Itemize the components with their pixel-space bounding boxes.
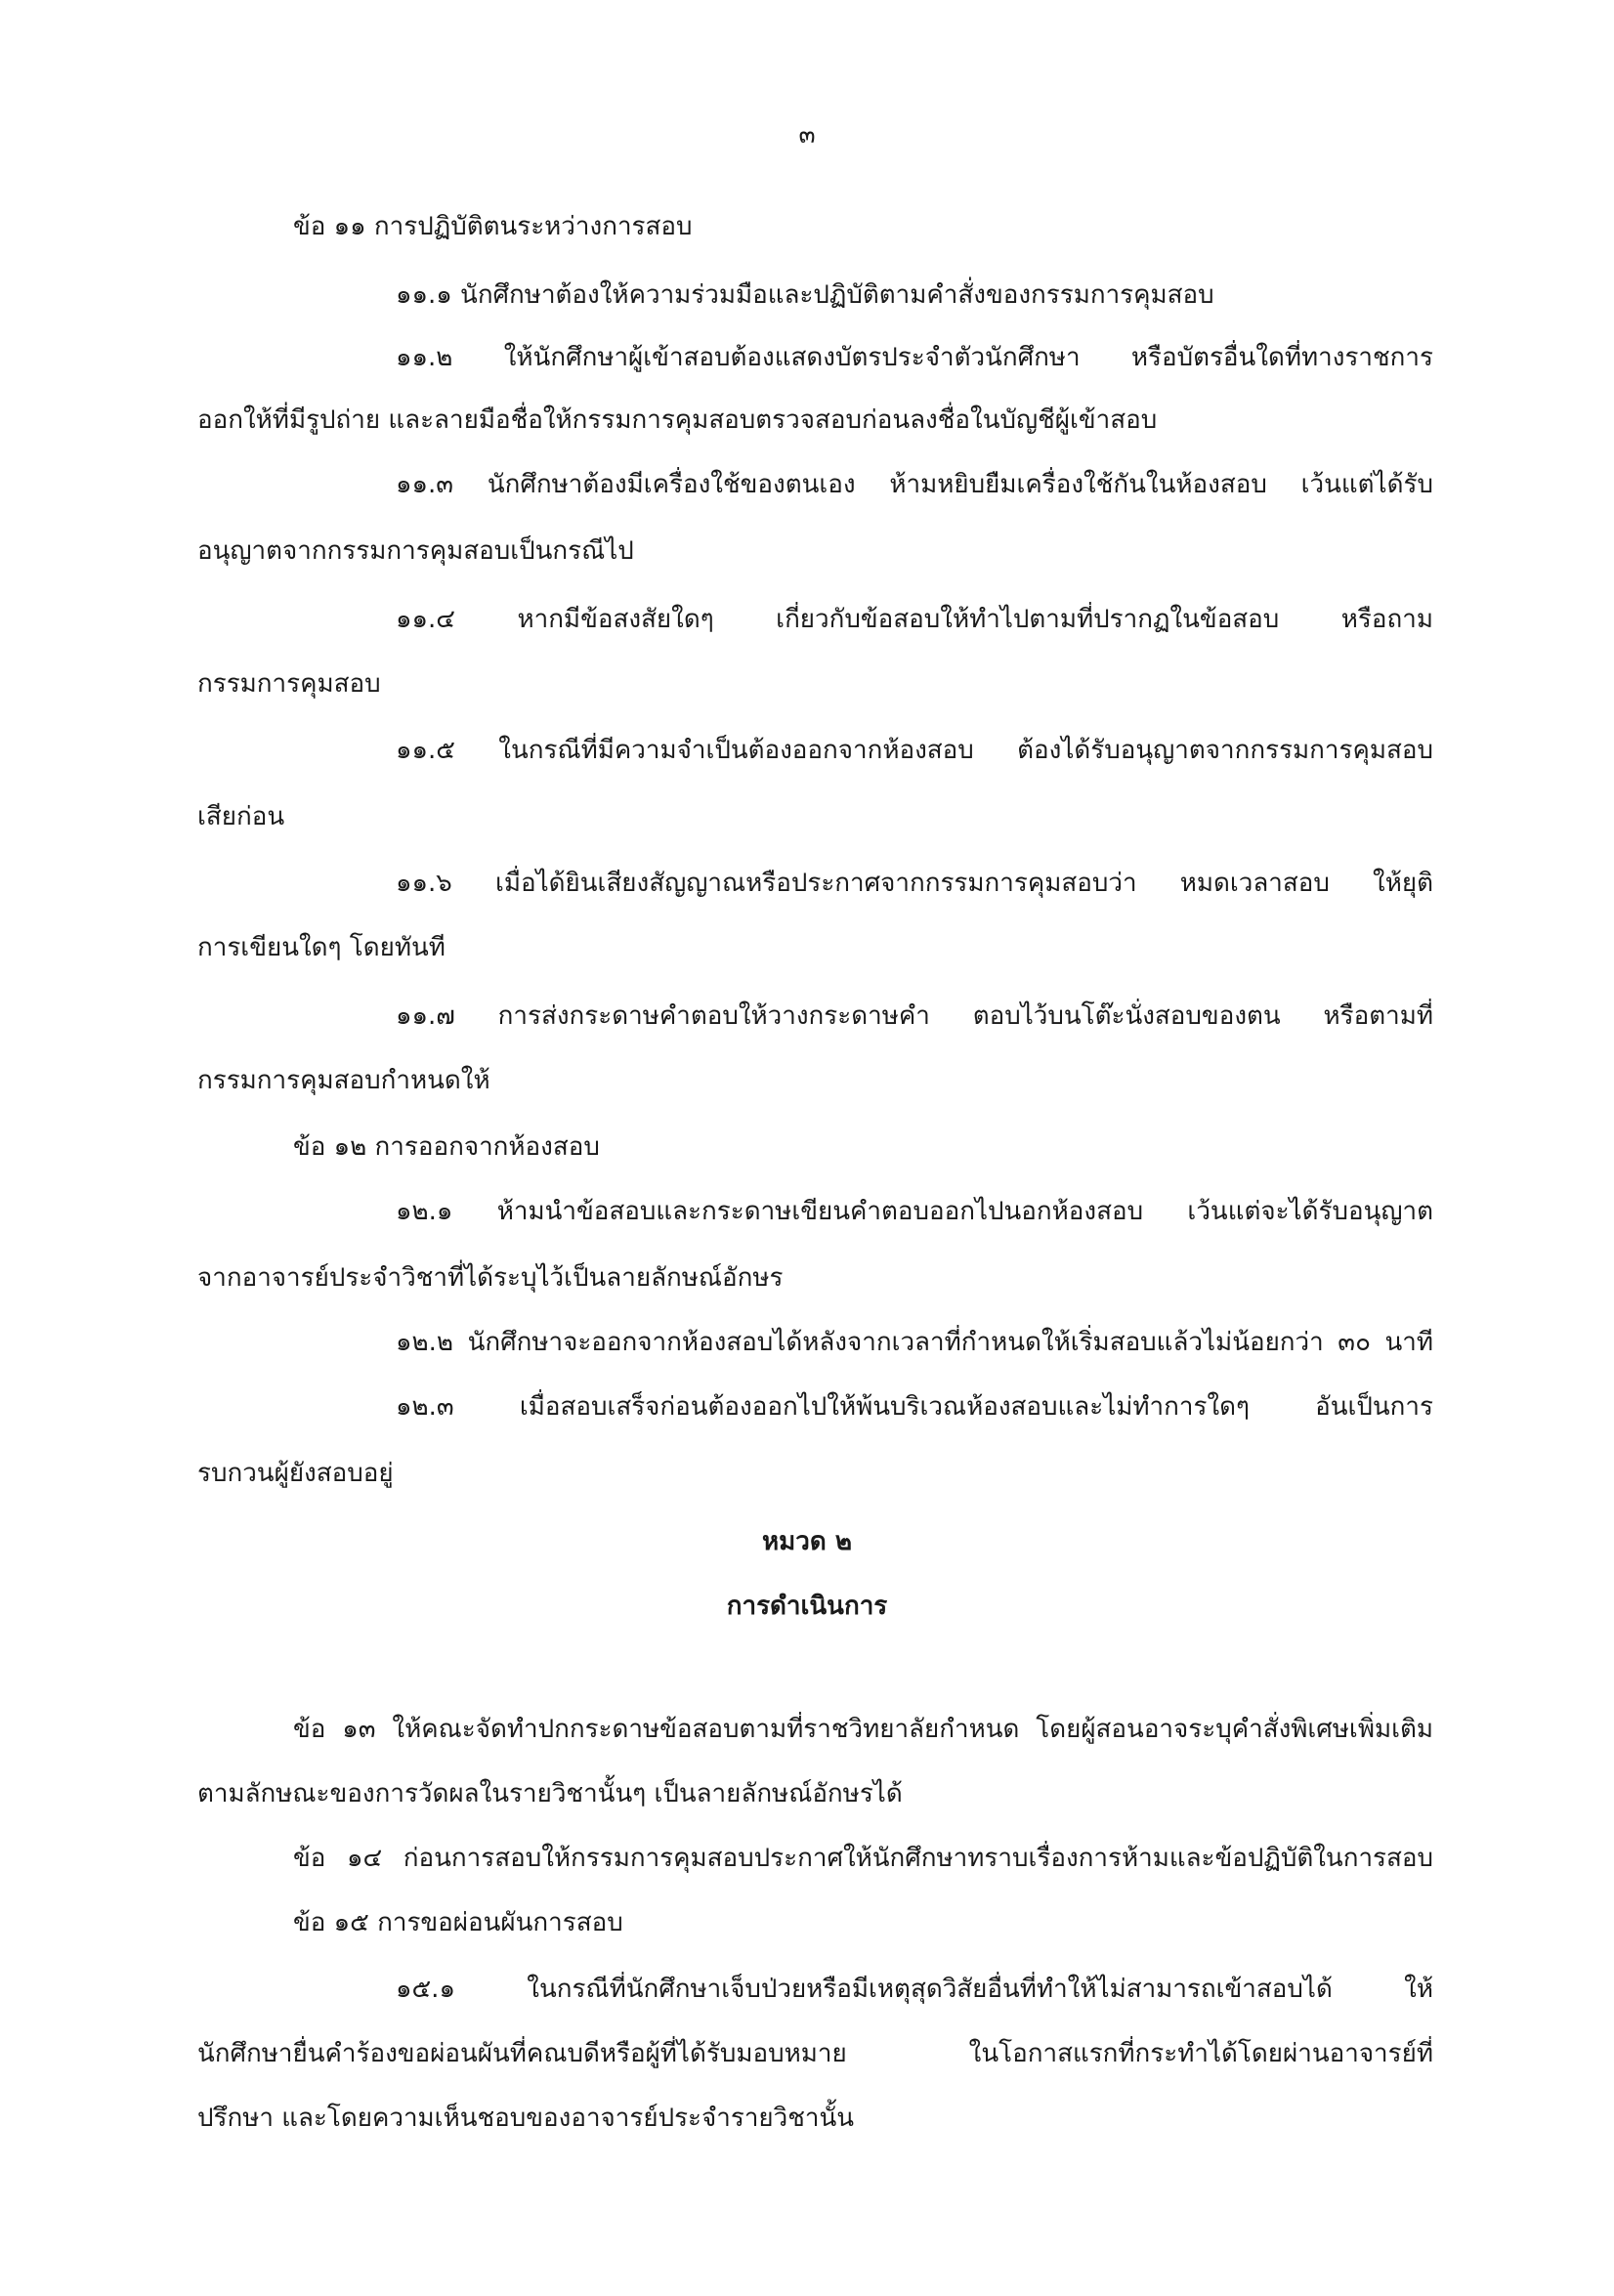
clause-11-6-line-1: ๑๑.๖ เมื่อได้ยินเสียงสัญญาณหรือประกาศจากกรรมการคุมสอบว่า หมดเวลาสอบ ให้ยุติ — [396, 869, 1433, 898]
clause-14: ข้อ ๑๔ ก่อนการสอบให้กรรมการคุมสอบประกาศให้นักศึกษาทราบเรื่องการห้ามและข้อปฏิบัติในการสอบ — [293, 1844, 1433, 1873]
clause-12-3-line-1: ๑๒.๓ เมื่อสอบเสร็จก่อนต้องออกไปให้พ้นบริเวณห้องสอบและไม่ทำการใดๆ อันเป็นการ — [396, 1392, 1433, 1422]
clause-11-7-line-2: กรรมการคุมสอบกำหนดให้ — [197, 1066, 490, 1095]
clause-15-1-line-2: นักศึกษายื่นคำร้องขอผ่อนผันที่คณบดีหรือผู้ที่ได้รับมอบหมาย ในโอกาสแรกที่กระทำได้โดยผ่านอาจารย์ที่ — [197, 2039, 1433, 2068]
chapter-subtitle: การดำเนินการ — [726, 1592, 888, 1621]
clause-15-heading: ข้อ ๑๕ การขอผ่อนผันการสอบ — [293, 1908, 623, 1937]
clause-11-4-line-2: กรรมการคุมสอบ — [197, 669, 381, 699]
clause-11-3-line-2: อนุญาตจากกรรมการคุมสอบเป็นกรณีไป — [197, 536, 634, 566]
clause-11-heading: ข้อ ๑๑ การปฏิบัติตนระหว่างการสอบ — [293, 212, 693, 241]
clause-11-2-line-1: ๑๑.๒ ให้นักศึกษาผู้เข้าสอบต้องแสดงบัตรประจำตัวนักศึกษา หรือบัตรอื่นใดที่ทางราชการ — [396, 343, 1433, 372]
clause-11-2-line-2: ออกให้ที่มีรูปถ่าย และลายมือชื่อให้กรรมการคุมสอบตรวจสอบก่อนลงชื่อในบัญชีผู้เข้าสอบ — [197, 405, 1158, 435]
clause-12-heading: ข้อ ๑๒ การออกจากห้องสอบ — [293, 1132, 600, 1162]
clause-15-1-line-1: ๑๕.๑ ในกรณีที่นักศึกษาเจ็บป่วยหรือมีเหตุสุดวิสัยอื่นที่ทำให้ไม่สามารถเข้าสอบได้ ให้ — [396, 1975, 1433, 2004]
chapter-title: หมวด ๒ — [762, 1527, 852, 1556]
clause-11-3-line-1: ๑๑.๓ นักศึกษาต้องมีเครื่องใช้ของตนเอง ห้ามหยิบยืมเครื่องใช้กันในห้องสอบ เว้นแต่ได้รับ — [396, 470, 1433, 499]
clause-12-3-line-2: รบกวนผู้ยังสอบอยู่ — [197, 1459, 394, 1488]
clause-12-1-line-1: ๑๒.๑ ห้ามนำข้อสอบและกระดาษเขียนคำตอบออกไปนอกห้องสอบ เว้นแต่จะได้รับอนุญาต — [396, 1197, 1433, 1226]
clause-11-5-line-1: ๑๑.๕ ในกรณีที่มีความจำเป็นต้องออกจากห้องสอบ ต้องได้รับอนุญาตจากกรรมการคุมสอบ — [396, 736, 1433, 765]
clause-13-line-2: ตามลักษณะของการวัดผลในรายวิชานั้นๆ เป็นลายลักษณ์อักษรได้ — [197, 1779, 903, 1808]
page-number: ๓ — [798, 120, 816, 149]
clause-11-7-line-1: ๑๑.๗ การส่งกระดาษคำตอบให้วางกระดาษคำ ตอบไว้บนโต๊ะนั่งสอบของตน หรือตามที่ — [396, 1001, 1433, 1031]
clause-12-2: ๑๒.๒ นักศึกษาจะออกจากห้องสอบได้หลังจากเวลาที่กำหนดให้เริ่มสอบแล้วไม่น้อยกว่า ๓๐ นาที — [396, 1328, 1433, 1357]
clause-12-1-line-2: จากอาจารย์ประจำวิชาที่ได้ระบุไว้เป็นลายลักษณ์อักษร — [197, 1263, 784, 1293]
clause-11-1: ๑๑.๑ นักศึกษาต้องให้ความร่วมมือและปฏิบัติตามคำสั่งของกรรมการคุมสอบ — [396, 280, 1214, 310]
clause-13-line-1: ข้อ ๑๓ ให้คณะจัดทำปกกระดาษข้อสอบตามที่ราชวิทยาลัยกำหนด โดยผู้สอนอาจระบุคำสั่งพิเศษเพิ่มเติม — [293, 1715, 1433, 1744]
clause-15-1-line-3: ปรึกษา และโดยความเห็นชอบของอาจารย์ประจำรายวิชานั้น — [197, 2104, 855, 2133]
clause-11-4-line-1: ๑๑.๔ หากมีข้อสงสัยใดๆ เกี่ยวกับข้อสอบให้ทำไปตามที่ปรากฏในข้อสอบ หรือถาม — [396, 605, 1433, 634]
clause-11-5-line-2: เสียก่อน — [197, 802, 285, 831]
clause-11-6-line-2: การเขียนใดๆ โดยทันที — [197, 933, 446, 962]
